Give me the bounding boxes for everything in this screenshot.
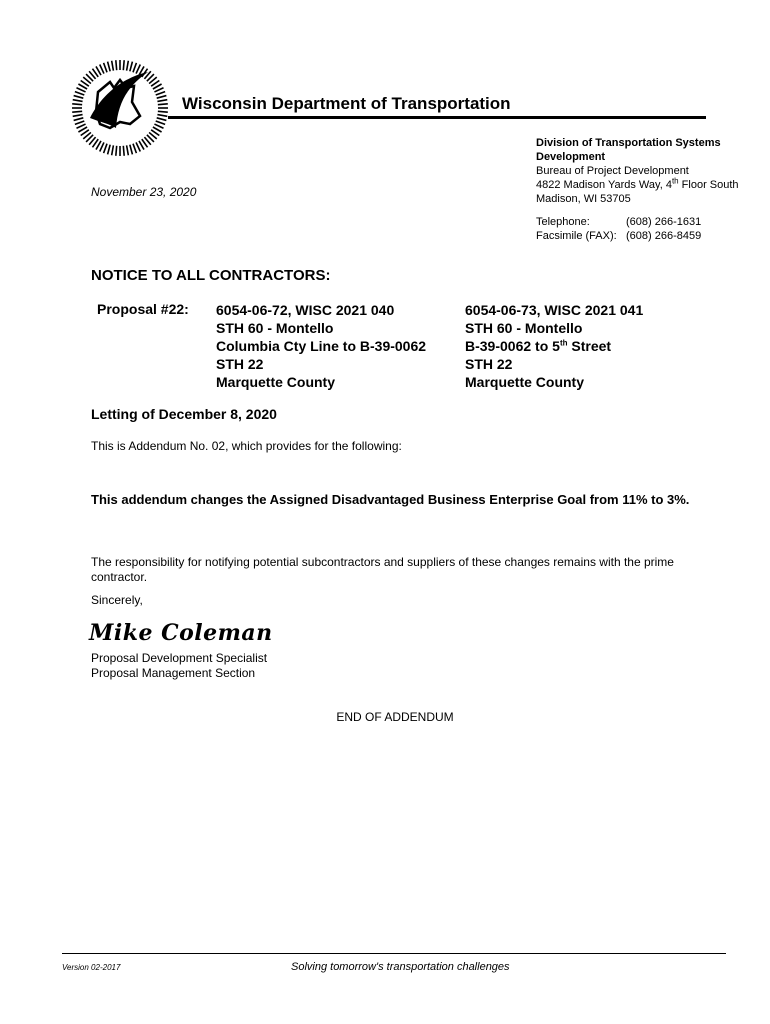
logo-ring-tick xyxy=(157,115,167,117)
logo-ring-tick xyxy=(156,92,165,95)
signer-title-2: Proposal Management Section xyxy=(91,666,256,680)
logo-ring-tick xyxy=(116,146,117,156)
end-of-addendum: END OF ADDENDUM xyxy=(336,710,454,724)
responsibility-text: The responsibility for notifying potential subcontractors and suppliers of these changes remains with the prime contractor. xyxy=(91,555,674,584)
notice-heading: NOTICE TO ALL CONTRACTORS: xyxy=(91,267,331,284)
project-a-county: Marquette County xyxy=(216,374,335,390)
logo-ring-tick xyxy=(154,88,163,92)
logo-ring-tick xyxy=(74,118,84,121)
footer-slogan: Solving tomorrow's transportation challenges xyxy=(291,961,510,973)
logo-ring-tick xyxy=(158,111,168,112)
logo-ring-tick xyxy=(112,61,114,71)
fax-label: Facsimile (FAX): xyxy=(536,230,617,242)
logo-ring-tick xyxy=(130,145,133,155)
logo-ring-tick xyxy=(116,60,117,70)
logo-ring-tick xyxy=(157,96,167,99)
project-b-route: STH 22 xyxy=(465,356,513,372)
title-rule xyxy=(168,116,706,119)
agency-title: Wisconsin Department of Transportation xyxy=(182,94,511,113)
logo-ring-tick xyxy=(73,115,83,117)
logo-ring-tick xyxy=(108,62,111,72)
logo-ring-tick xyxy=(158,104,168,105)
addendum-intro: This is Addendum No. 02, which provides for the following: xyxy=(91,439,402,453)
logo-ring-tick xyxy=(100,142,104,151)
signature: Mike Coleman xyxy=(89,620,273,646)
division-block xyxy=(536,136,739,206)
logo-ring-tick xyxy=(74,96,84,99)
logo-ring-tick xyxy=(127,145,129,155)
city-state-zip: Madison, WI 53705 xyxy=(536,193,631,205)
project-a-limits: Columbia Cty Line to B-39-0062 xyxy=(216,338,427,354)
signer-title-1: Proposal Development Specialist xyxy=(91,651,268,665)
logo-ring-tick xyxy=(76,88,85,92)
logo-ring-tick xyxy=(133,144,136,153)
logo-ring-tick xyxy=(157,118,167,121)
telephone-number: (608) 266-1631 xyxy=(626,216,702,228)
wisdot-logo xyxy=(70,58,170,158)
contact-block xyxy=(536,215,701,243)
project-b-limits: B-39-0062 to 5th Street xyxy=(465,338,612,354)
footer-rule xyxy=(62,953,726,954)
letter-date: November 23, 2020 xyxy=(91,185,197,199)
logo-ring-tick xyxy=(112,145,114,155)
logo-ring-tick xyxy=(130,62,133,72)
logo-ring-tick xyxy=(133,63,136,72)
logo-ring-tick xyxy=(72,111,82,112)
logo-ring-tick xyxy=(73,100,83,102)
logo-ring-tick xyxy=(154,124,163,128)
project-b-highway: STH 60 - Montello xyxy=(465,320,583,336)
proposal-label: Proposal #22: xyxy=(97,301,189,317)
project-b-id: 6054-06-73, WISC 2021 041 xyxy=(465,302,644,318)
logo-ring-tick xyxy=(136,64,140,73)
logo-ring-tick xyxy=(100,64,104,73)
project-b xyxy=(465,301,643,391)
project-a-highway: STH 60 - Montello xyxy=(216,320,334,336)
version-label: Version 02-2017 xyxy=(62,963,121,972)
letting-date: Letting of December 8, 2020 xyxy=(91,406,277,422)
logo-ring-tick xyxy=(123,146,124,156)
logo-ring-tick xyxy=(104,144,107,153)
fax-number: (608) 266-8459 xyxy=(626,230,702,242)
logo-ring-tick xyxy=(76,124,85,128)
logo-ring-tick xyxy=(136,142,140,151)
street-address: 4822 Madison Yards Way, 4th Floor South xyxy=(536,176,739,191)
telephone-row xyxy=(536,215,701,229)
logo-ring-tick xyxy=(156,121,165,124)
division-name-line2: Development xyxy=(536,151,606,163)
logo-ring-tick xyxy=(127,61,129,71)
logo-ring-tick xyxy=(157,100,167,102)
signer-titles xyxy=(91,651,267,681)
fax-row xyxy=(536,229,701,243)
project-a xyxy=(216,301,426,391)
logo-ring-tick xyxy=(123,60,124,70)
project-b-county: Marquette County xyxy=(465,374,584,390)
closing: Sincerely, xyxy=(91,593,143,607)
logo-ring-tick xyxy=(72,104,82,105)
project-a-id: 6054-06-72, WISC 2021 040 xyxy=(216,302,395,318)
project-a-route: STH 22 xyxy=(216,356,264,372)
division-name-line1: Division of Transportation Systems xyxy=(536,137,721,149)
telephone-label: Telephone: xyxy=(536,216,590,228)
logo-ring-tick xyxy=(104,63,107,72)
addendum-change: This addendum changes the Assigned Disadvantaged Business Enterprise Goal from 11% to 3%. xyxy=(91,492,690,507)
logo-ring-tick xyxy=(108,145,111,155)
bureau-name: Bureau of Project Development xyxy=(536,165,689,177)
logo-ring-tick xyxy=(75,121,84,124)
logo-ring-tick xyxy=(75,92,84,95)
